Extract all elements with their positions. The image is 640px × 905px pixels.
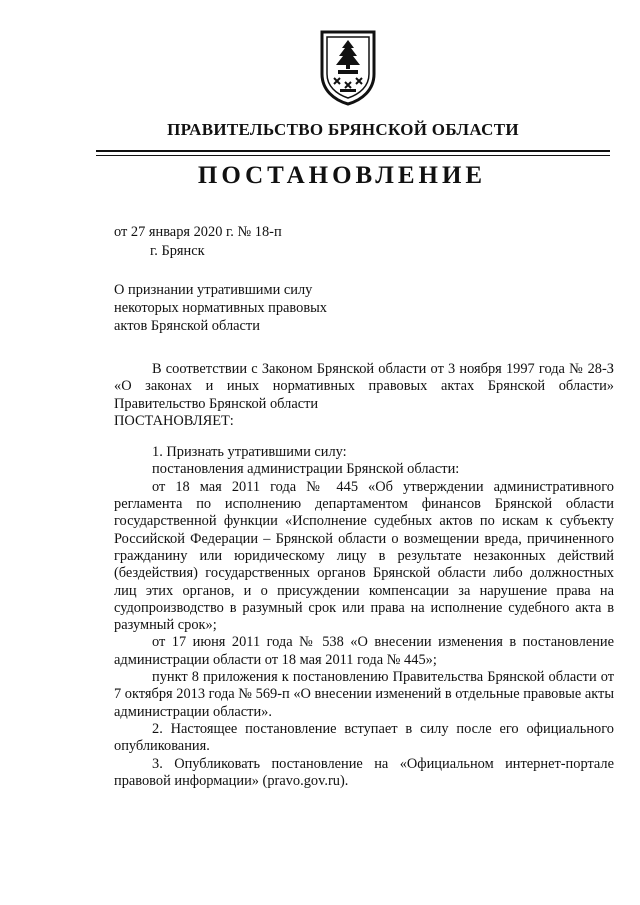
item-2-paragraph: 2. Настоящее постановление вступает в силу после его официального опубликования. xyxy=(114,720,614,755)
date-number-line: от 27 января 2020 г. № 18-п xyxy=(114,224,282,240)
bryansk-coat-of-arms-icon xyxy=(318,28,378,106)
header-rule-thick xyxy=(96,150,610,152)
document-body xyxy=(114,361,614,790)
subject-line: О признании утратившими силу xyxy=(114,282,313,298)
government-title: ПРАВИТЕЛЬСТВО БРЯНСКОЙ ОБЛАСТИ xyxy=(167,120,519,139)
item-1-act-a: от 18 мая 2011 года № 445 «Об утверждении административного регламента по исполнению департаментом финансов Брянской области государственной функции «Исполнение судебных актов по искам к субъекту Российской Федерации – Брянской области о возмещении вреда, причиненного гражданину или юридическому лицу в результате незаконных действий (бездействия) государственных органов Брянской области либо должностных лиц этих органов, и о присуждении компенсации за нарушение права на судопроизводство в разумный срок или права на исполнение судебного акта в разумный срок»; xyxy=(114,478,614,634)
subject-line: актов Брянской области xyxy=(114,318,260,334)
preamble-paragraph: В соответствии с Законом Брянской области от 3 ноября 1997 года № 28-З «О законах и иных нормативных правовых актах Брянской области» Правительство Брянской области xyxy=(114,361,614,412)
item-1-subtitle: постановления администрации Брянской области: xyxy=(152,461,460,478)
decree-word: ПОСТАНОВЛЯЕТ: xyxy=(114,412,234,429)
header-rule-thin xyxy=(96,155,610,156)
item-1-act-b: от 17 июня 2011 года № 538 «О внесении изменения в постановление администрации области от 18 мая 2011 года № 445»; xyxy=(114,634,614,668)
item-3-paragraph: 3. Опубликовать постановление на «Официальном интернет-портале правовой информации» (pravo.gov.ru). xyxy=(114,755,614,789)
item-1-title: 1. Признать утратившими силу: xyxy=(152,444,347,461)
city-line: г. Брянск xyxy=(150,243,205,259)
subject-line: некоторых нормативных правовых xyxy=(114,300,327,316)
document-type-title: ПОСТАНОВЛЕНИЕ xyxy=(197,162,487,189)
item-1-act-c: пункт 8 приложения к постановлению Правительства Брянской области от 7 октября 2013 года № 569-п «О внесении изменений в отдельные правовые акты администрации области». xyxy=(114,669,614,720)
